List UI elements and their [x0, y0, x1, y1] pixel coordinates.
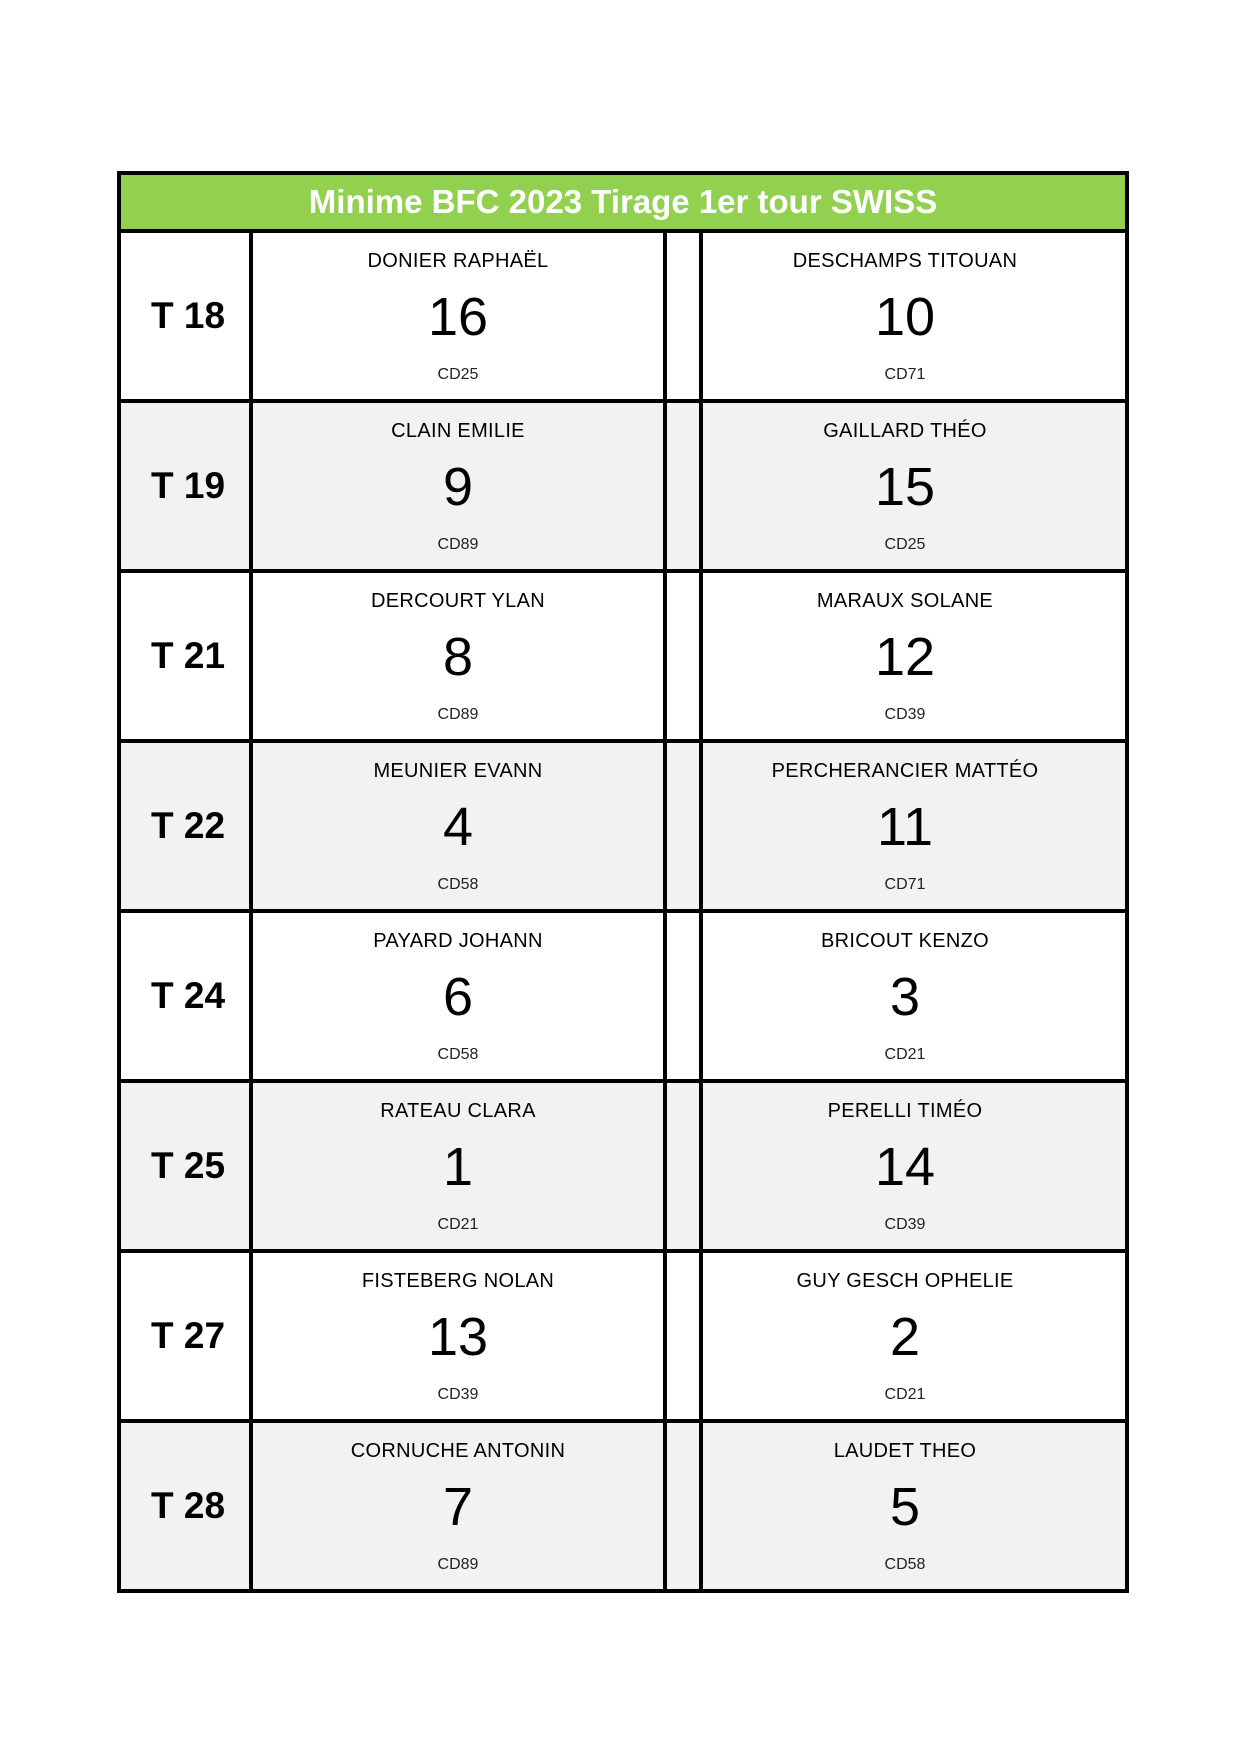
player-name: GAILLARD THÉO [823, 420, 987, 442]
player-name: MEUNIER EVANN [373, 760, 543, 782]
player-club: CD89 [437, 706, 479, 723]
player-left [253, 233, 663, 399]
table-number: T 25 [121, 1083, 253, 1249]
player-club: CD71 [884, 876, 926, 893]
player-seed: 14 [874, 1137, 936, 1197]
player-name: BRICOUT KENZO [821, 930, 989, 952]
player-club: CD58 [884, 1556, 926, 1573]
player-left [253, 403, 663, 569]
player-seed: 1 [442, 1137, 474, 1197]
player-name: PAYARD JOHANN [373, 930, 543, 952]
player-left [253, 1423, 663, 1589]
versus-gap [663, 573, 703, 739]
player-club: CD25 [884, 536, 926, 553]
player-left [253, 573, 663, 739]
player-name: PERELLI TIMÉO [827, 1100, 983, 1122]
player-club: CD71 [884, 366, 926, 383]
player-seed: 9 [442, 457, 474, 517]
player-club: CD58 [437, 876, 479, 893]
table-number: T 18 [121, 233, 253, 399]
player-name: PERCHERANCIER MATTÉO [771, 760, 1039, 782]
match-row [121, 233, 1125, 399]
player-name: CORNUCHE ANTONIN [350, 1440, 566, 1462]
match-row [121, 1079, 1125, 1249]
player-right [703, 403, 1107, 569]
table-number: T 22 [121, 743, 253, 909]
player-right [703, 743, 1107, 909]
player-club: CD21 [437, 1216, 479, 1233]
versus-gap [663, 1423, 703, 1589]
versus-gap [663, 743, 703, 909]
player-seed: 16 [427, 287, 489, 347]
match-row [121, 1419, 1125, 1589]
player-name: LAUDET THEO [833, 1440, 977, 1462]
player-seed: 2 [889, 1307, 921, 1367]
player-club: CD58 [437, 1046, 479, 1063]
versus-gap [663, 1253, 703, 1419]
table-number: T 27 [121, 1253, 253, 1419]
player-name: DERCOURT YLAN [371, 590, 545, 612]
table-number: T 24 [121, 913, 253, 1079]
player-club: CD39 [884, 706, 926, 723]
versus-gap [663, 403, 703, 569]
player-club: CD39 [437, 1386, 479, 1403]
match-row [121, 569, 1125, 739]
match-row [121, 909, 1125, 1079]
player-seed: 13 [427, 1307, 489, 1367]
match-row [121, 739, 1125, 909]
match-table [121, 233, 1125, 1589]
player-seed: 5 [889, 1477, 921, 1537]
player-seed: 10 [874, 287, 936, 347]
versus-gap [663, 233, 703, 399]
versus-gap [663, 913, 703, 1079]
player-name: DESCHAMPS TITOUAN [792, 250, 1018, 272]
player-club: CD89 [437, 536, 479, 553]
player-club: CD25 [437, 366, 479, 383]
player-name: RATEAU CLARA [380, 1100, 536, 1122]
player-right [703, 1083, 1107, 1249]
player-name: GUY GESCH OPHELIE [796, 1270, 1014, 1292]
table-number: T 19 [121, 403, 253, 569]
player-club: CD21 [884, 1046, 926, 1063]
player-right [703, 1253, 1107, 1419]
player-name: CLAIN EMILIE [391, 420, 525, 442]
draw-sheet [117, 171, 1129, 1593]
sheet-title: Minime BFC 2023 Tirage 1er tour SWISS [121, 175, 1125, 233]
player-seed: 12 [874, 627, 936, 687]
table-number: T 21 [121, 573, 253, 739]
player-right [703, 233, 1107, 399]
player-club: CD89 [437, 1556, 479, 1573]
match-row [121, 399, 1125, 569]
player-right [703, 913, 1107, 1079]
player-name: FISTEBERG NOLAN [361, 1270, 555, 1292]
player-seed: 11 [876, 797, 934, 857]
player-seed: 4 [442, 797, 474, 857]
match-row [121, 1249, 1125, 1419]
player-seed: 3 [889, 967, 921, 1027]
player-right [703, 573, 1107, 739]
player-seed: 15 [874, 457, 936, 517]
player-name: DONIER RAPHAËL [367, 250, 549, 272]
player-right [703, 1423, 1107, 1589]
versus-gap [663, 1083, 703, 1249]
player-name: MARAUX SOLANE [816, 590, 994, 612]
player-club: CD39 [884, 1216, 926, 1233]
player-seed: 8 [442, 627, 474, 687]
player-seed: 6 [442, 967, 474, 1027]
player-club: CD21 [884, 1386, 926, 1403]
player-left [253, 913, 663, 1079]
player-left [253, 743, 663, 909]
player-left [253, 1253, 663, 1419]
player-left [253, 1083, 663, 1249]
player-seed: 7 [442, 1477, 474, 1537]
table-number: T 28 [121, 1423, 253, 1589]
